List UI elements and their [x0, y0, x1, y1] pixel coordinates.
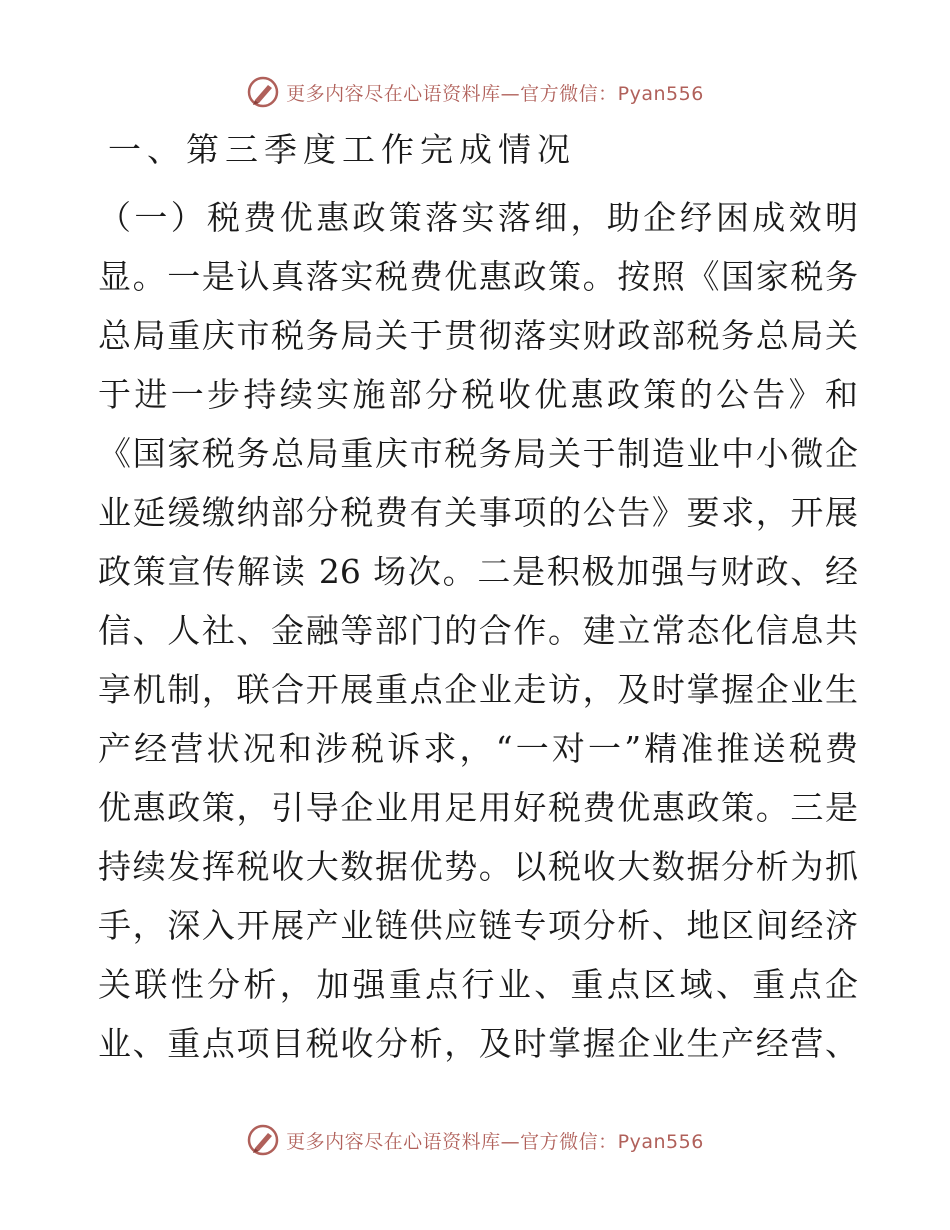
paragraph-line: 总局重庆市税务局关于贯彻落实财政部税务总局关 — [98, 316, 858, 355]
paragraph-line: 业、重点项目税收分析，及时掌握企业生产经营、 — [98, 1024, 858, 1063]
paragraph-line: 《国家税务总局重庆市税务局关于制造业中小微企 — [98, 434, 858, 473]
watermark-text: 更多内容尽在心语资料库—官方微信：Pyan556 — [286, 82, 704, 105]
watermark-footer — [0, 1120, 950, 1160]
paragraph-line: 于进一步持续实施部分税收优惠政策的公告》和 — [98, 375, 858, 414]
watermark-text: 更多内容尽在心语资料库—官方微信：Pyan556 — [286, 1130, 704, 1153]
watermark-header — [0, 72, 950, 112]
pen-logo-icon — [246, 75, 280, 109]
paragraph-line: 产经营状况和涉税诉求，“一对一”精准推送税费 — [98, 729, 858, 768]
paragraph-line: 持续发挥税收大数据优势。以税收大数据分析为抓 — [98, 847, 858, 886]
paragraph-line: 业延缓缴纳部分税费有关事项的公告》要求，开展 — [98, 493, 858, 532]
pen-logo-icon — [246, 1123, 280, 1157]
body-paragraph — [98, 188, 858, 1073]
paragraph-line: 显。一是认真落实税费优惠政策。按照《国家税务 — [98, 257, 858, 296]
section-heading: 一、第三季度工作完成情况 — [108, 130, 576, 169]
paragraph-line: 政策宣传解读 26 场次。二是积极加强与财政、经 — [98, 552, 858, 591]
paragraph-line: 手，深入开展产业链供应链专项分析、地区间经济 — [98, 906, 858, 945]
paragraph-line: 信、人社、金融等部门的合作。建立常态化信息共 — [98, 611, 858, 650]
paragraph-line: 关联性分析，加强重点行业、重点区域、重点企 — [98, 965, 858, 1004]
paragraph-line: 享机制，联合开展重点企业走访，及时掌握企业生 — [98, 670, 858, 709]
paragraph-line: （一）税费优惠政策落实落细，助企纾困成效明 — [98, 198, 858, 237]
paragraph-line: 优惠政策，引导企业用足用好税费优惠政策。三是 — [98, 788, 858, 827]
